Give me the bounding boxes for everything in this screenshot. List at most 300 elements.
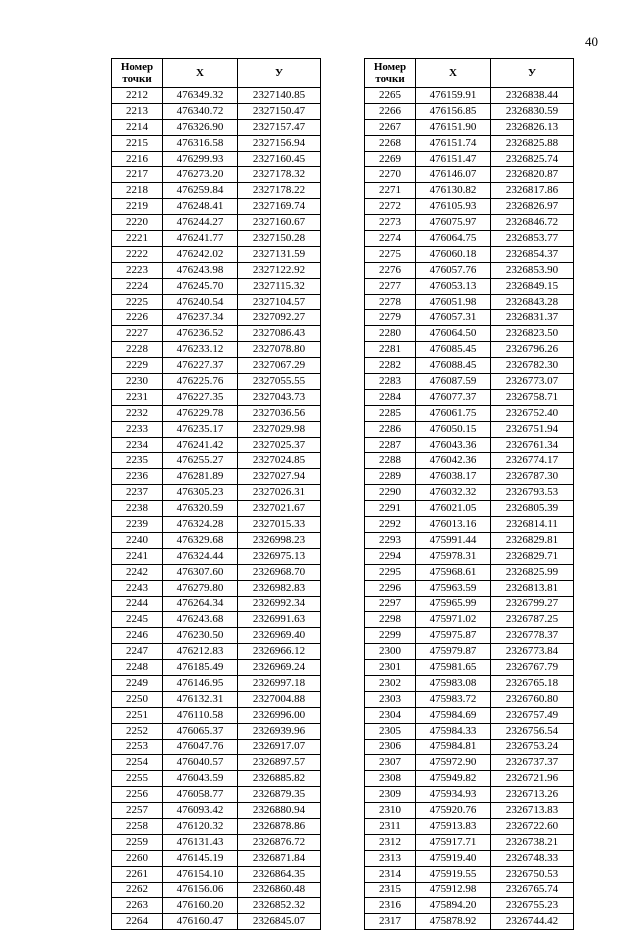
point-number-cell: 2248: [112, 660, 163, 676]
x-coordinate-cell: 476243.68: [163, 612, 238, 628]
x-coordinate-cell: 475984.69: [416, 707, 491, 723]
table-row: [365, 437, 574, 453]
point-number-cell: 2294: [365, 548, 416, 564]
table-row: [365, 167, 574, 183]
y-coordinate-cell: 2326829.71: [491, 548, 574, 564]
point-number-cell: 2277: [365, 278, 416, 294]
y-coordinate-cell: 2327092.27: [238, 310, 321, 326]
y-coordinate-cell: 2326885.82: [238, 771, 321, 787]
point-number-cell: 2215: [112, 135, 163, 151]
table-row: [112, 183, 321, 199]
x-coordinate-cell: 476042.36: [416, 453, 491, 469]
x-coordinate-cell: 476050.15: [416, 421, 491, 437]
y-coordinate-cell: 2326825.99: [491, 564, 574, 580]
table-row: [365, 628, 574, 644]
point-number-cell: 2270: [365, 167, 416, 183]
y-coordinate-cell: 2326773.07: [491, 374, 574, 390]
x-coordinate-cell: 476038.17: [416, 469, 491, 485]
table-row: [112, 167, 321, 183]
x-coordinate-cell: 476324.44: [163, 548, 238, 564]
point-number-cell: 2272: [365, 199, 416, 215]
x-coordinate-cell: 476151.74: [416, 135, 491, 151]
table-row: [112, 119, 321, 135]
x-coordinate-cell: 476259.84: [163, 183, 238, 199]
point-number-cell: 2226: [112, 310, 163, 326]
table-row: [112, 548, 321, 564]
table-row: [365, 739, 574, 755]
y-coordinate-cell: 2326751.94: [491, 421, 574, 437]
y-coordinate-cell: 2326825.74: [491, 151, 574, 167]
table-row: [365, 564, 574, 580]
x-coordinate-cell: 476057.31: [416, 310, 491, 326]
point-number-cell: 2308: [365, 771, 416, 787]
y-coordinate-cell: 2327027.94: [238, 469, 321, 485]
x-coordinate-cell: 476307.60: [163, 564, 238, 580]
table-row: [112, 532, 321, 548]
table-row: [365, 389, 574, 405]
y-coordinate-cell: 2326753.24: [491, 739, 574, 755]
table-row: [112, 262, 321, 278]
x-coordinate-cell: 476013.16: [416, 517, 491, 533]
x-coordinate-cell: 476233.12: [163, 342, 238, 358]
x-coordinate-cell: 476043.36: [416, 437, 491, 453]
x-coordinate-cell: 475991.44: [416, 532, 491, 548]
x-coordinate-cell: 475913.83: [416, 818, 491, 834]
x-coordinate-cell: 476057.76: [416, 262, 491, 278]
table-row: [112, 231, 321, 247]
table-row: [365, 278, 574, 294]
y-coordinate-cell: 2327026.31: [238, 485, 321, 501]
x-coordinate-cell: 476058.77: [163, 787, 238, 803]
point-number-cell: 2265: [365, 88, 416, 104]
y-coordinate-cell: 2326825.88: [491, 135, 574, 151]
point-number-cell: 2289: [365, 469, 416, 485]
x-coordinate-cell: 475963.59: [416, 580, 491, 596]
table-row: [112, 787, 321, 803]
point-number-cell: 2230: [112, 374, 163, 390]
x-coordinate-cell: 476320.59: [163, 501, 238, 517]
y-coordinate-cell: 2326997.18: [238, 675, 321, 691]
x-coordinate-cell: 476160.47: [163, 914, 238, 930]
y-coordinate-cell: 2326826.97: [491, 199, 574, 215]
point-number-cell: 2238: [112, 501, 163, 517]
table-row: [112, 310, 321, 326]
y-coordinate-cell: 2326982.83: [238, 580, 321, 596]
point-number-cell: 2297: [365, 596, 416, 612]
y-coordinate-cell: 2326774.17: [491, 453, 574, 469]
y-coordinate-cell: 2326778.37: [491, 628, 574, 644]
x-coordinate-cell: 476146.95: [163, 675, 238, 691]
y-coordinate-cell: 2327169.74: [238, 199, 321, 215]
x-coordinate-cell: 476053.13: [416, 278, 491, 294]
x-coordinate-cell: 476156.85: [416, 103, 491, 119]
y-coordinate-cell: 2326975.13: [238, 548, 321, 564]
y-coordinate-cell: 2326813.81: [491, 580, 574, 596]
point-number-cell: 2301: [365, 660, 416, 676]
point-number-cell: 2280: [365, 326, 416, 342]
x-coordinate-cell: 476087.59: [416, 374, 491, 390]
point-number-cell: 2231: [112, 389, 163, 405]
x-coordinate-cell: 476329.68: [163, 532, 238, 548]
point-number-cell: 2276: [365, 262, 416, 278]
point-number-cell: 2250: [112, 691, 163, 707]
point-number-cell: 2213: [112, 103, 163, 119]
x-coordinate-cell: 476324.28: [163, 517, 238, 533]
y-coordinate-cell: 2326787.30: [491, 469, 574, 485]
header-point-number: Номер точки: [112, 59, 163, 88]
x-coordinate-cell: 475981.65: [416, 660, 491, 676]
table-row: [112, 771, 321, 787]
x-coordinate-cell: 476151.90: [416, 119, 491, 135]
y-coordinate-cell: 2326752.40: [491, 405, 574, 421]
point-number-cell: 2262: [112, 882, 163, 898]
point-number-cell: 2244: [112, 596, 163, 612]
point-number-cell: 2235: [112, 453, 163, 469]
table-row: [365, 326, 574, 342]
y-coordinate-cell: 2327021.67: [238, 501, 321, 517]
x-coordinate-cell: 476225.76: [163, 374, 238, 390]
table-row: [112, 691, 321, 707]
x-coordinate-cell: 475983.08: [416, 675, 491, 691]
y-coordinate-cell: 2326796.26: [491, 342, 574, 358]
y-coordinate-cell: 2326853.77: [491, 231, 574, 247]
table-row: [112, 469, 321, 485]
table-row: [365, 882, 574, 898]
x-coordinate-cell: 476040.57: [163, 755, 238, 771]
x-coordinate-cell: 476316.58: [163, 135, 238, 151]
x-coordinate-cell: 475968.61: [416, 564, 491, 580]
point-number-cell: 2307: [365, 755, 416, 771]
x-coordinate-cell: 476156.06: [163, 882, 238, 898]
y-coordinate-cell: 2326992.34: [238, 596, 321, 612]
y-coordinate-cell: 2327131.59: [238, 246, 321, 262]
table-row: [365, 421, 574, 437]
table-row: [365, 310, 574, 326]
point-number-cell: 2278: [365, 294, 416, 310]
x-coordinate-cell: 476131.43: [163, 834, 238, 850]
table-row: [112, 628, 321, 644]
y-coordinate-cell: 2326761.34: [491, 437, 574, 453]
x-coordinate-cell: 476235.17: [163, 421, 238, 437]
point-number-cell: 2224: [112, 278, 163, 294]
table-row: [112, 501, 321, 517]
table-row: [365, 262, 574, 278]
y-coordinate-cell: 2327078.80: [238, 342, 321, 358]
x-coordinate-cell: 475972.90: [416, 755, 491, 771]
point-number-cell: 2271: [365, 183, 416, 199]
y-coordinate-cell: 2326756.54: [491, 723, 574, 739]
x-coordinate-cell: 476047.76: [163, 739, 238, 755]
x-coordinate-cell: 476110.58: [163, 707, 238, 723]
point-number-cell: 2221: [112, 231, 163, 247]
y-coordinate-cell: 2326805.39: [491, 501, 574, 517]
table-row: [112, 389, 321, 405]
y-coordinate-cell: 2327160.67: [238, 215, 321, 231]
y-coordinate-cell: 2326998.23: [238, 532, 321, 548]
point-number-cell: 2227: [112, 326, 163, 342]
point-number-cell: 2257: [112, 803, 163, 819]
point-number-cell: 2310: [365, 803, 416, 819]
y-coordinate-cell: 2326831.37: [491, 310, 574, 326]
y-coordinate-cell: 2326826.13: [491, 119, 574, 135]
point-number-cell: 2284: [365, 389, 416, 405]
point-number-cell: 2281: [365, 342, 416, 358]
y-coordinate-cell: 2327029.98: [238, 421, 321, 437]
table-row: [365, 803, 574, 819]
y-coordinate-cell: 2326787.25: [491, 612, 574, 628]
point-number-cell: 2261: [112, 866, 163, 882]
table-row: [112, 596, 321, 612]
y-coordinate-cell: 2326721.96: [491, 771, 574, 787]
table-row: [112, 564, 321, 580]
point-number-cell: 2218: [112, 183, 163, 199]
y-coordinate-cell: 2327178.32: [238, 167, 321, 183]
x-coordinate-cell: 476273.20: [163, 167, 238, 183]
y-coordinate-cell: 2326773.84: [491, 644, 574, 660]
point-number-cell: 2225: [112, 294, 163, 310]
x-coordinate-cell: 476326.90: [163, 119, 238, 135]
table-row: [365, 469, 574, 485]
table-row: [365, 151, 574, 167]
point-number-cell: 2316: [365, 898, 416, 914]
table-header-row: [365, 59, 574, 88]
y-coordinate-cell: 2326846.72: [491, 215, 574, 231]
point-number-cell: 2299: [365, 628, 416, 644]
table-row: [365, 898, 574, 914]
y-coordinate-cell: 2326853.90: [491, 262, 574, 278]
point-number-cell: 2228: [112, 342, 163, 358]
point-number-cell: 2237: [112, 485, 163, 501]
x-coordinate-cell: 476120.32: [163, 818, 238, 834]
table-row: [365, 119, 574, 135]
table-row: [365, 755, 574, 771]
point-number-cell: 2273: [365, 215, 416, 231]
x-coordinate-cell: 476279.80: [163, 580, 238, 596]
header-y: У: [491, 59, 574, 88]
x-coordinate-cell: 475894.20: [416, 898, 491, 914]
table-row: [365, 771, 574, 787]
point-number-cell: 2274: [365, 231, 416, 247]
point-number-cell: 2286: [365, 421, 416, 437]
y-coordinate-cell: 2326744.42: [491, 914, 574, 930]
point-number-cell: 2293: [365, 532, 416, 548]
x-coordinate-cell: 475917.71: [416, 834, 491, 850]
x-coordinate-cell: 475983.72: [416, 691, 491, 707]
header-x: Х: [163, 59, 238, 88]
table-row: [365, 231, 574, 247]
table-row: [112, 358, 321, 374]
table-row: [365, 612, 574, 628]
x-coordinate-cell: 476299.93: [163, 151, 238, 167]
table-body-right: [365, 88, 574, 930]
x-coordinate-cell: 475912.98: [416, 882, 491, 898]
x-coordinate-cell: 475919.55: [416, 866, 491, 882]
y-coordinate-cell: 2326760.80: [491, 691, 574, 707]
point-number-cell: 2283: [365, 374, 416, 390]
x-coordinate-cell: 476245.70: [163, 278, 238, 294]
point-number-cell: 2216: [112, 151, 163, 167]
table-row: [112, 707, 321, 723]
table-row: [365, 183, 574, 199]
y-coordinate-cell: 2326755.23: [491, 898, 574, 914]
point-number-cell: 2256: [112, 787, 163, 803]
table-row: [112, 278, 321, 294]
point-number-cell: 2302: [365, 675, 416, 691]
y-coordinate-cell: 2326852.32: [238, 898, 321, 914]
y-coordinate-cell: 2327086.43: [238, 326, 321, 342]
y-coordinate-cell: 2327025.37: [238, 437, 321, 453]
x-coordinate-cell: 476146.07: [416, 167, 491, 183]
x-coordinate-cell: 475971.02: [416, 612, 491, 628]
y-coordinate-cell: 2327140.85: [238, 88, 321, 104]
x-coordinate-cell: 476077.37: [416, 389, 491, 405]
table-row: [365, 246, 574, 262]
point-number-cell: 2312: [365, 834, 416, 850]
table-row: [365, 517, 574, 533]
table-row: [365, 358, 574, 374]
y-coordinate-cell: 2327150.28: [238, 231, 321, 247]
y-coordinate-cell: 2326823.50: [491, 326, 574, 342]
y-coordinate-cell: 2326722.60: [491, 818, 574, 834]
table-row: [112, 453, 321, 469]
y-coordinate-cell: 2326864.35: [238, 866, 321, 882]
table-row: [112, 421, 321, 437]
point-number-cell: 2311: [365, 818, 416, 834]
y-coordinate-cell: 2326817.86: [491, 183, 574, 199]
point-number-cell: 2233: [112, 421, 163, 437]
table-row: [365, 707, 574, 723]
y-coordinate-cell: 2326843.28: [491, 294, 574, 310]
y-coordinate-cell: 2326758.71: [491, 389, 574, 405]
y-coordinate-cell: 2326878.86: [238, 818, 321, 834]
x-coordinate-cell: 476105.93: [416, 199, 491, 215]
y-coordinate-cell: 2326879.35: [238, 787, 321, 803]
table-row: [365, 660, 574, 676]
point-number-cell: 2288: [365, 453, 416, 469]
x-coordinate-cell: 476230.50: [163, 628, 238, 644]
page-number: 40: [585, 34, 598, 49]
y-coordinate-cell: 2326996.00: [238, 707, 321, 723]
point-number-cell: 2317: [365, 914, 416, 930]
y-coordinate-cell: 2326917.07: [238, 739, 321, 755]
x-coordinate-cell: 476185.49: [163, 660, 238, 676]
table-row: [112, 803, 321, 819]
table-row: [365, 199, 574, 215]
x-coordinate-cell: 476212.83: [163, 644, 238, 660]
x-coordinate-cell: 476060.18: [416, 246, 491, 262]
y-coordinate-cell: 2326793.53: [491, 485, 574, 501]
point-number-cell: 2214: [112, 119, 163, 135]
table-row: [365, 866, 574, 882]
table-row: [112, 151, 321, 167]
x-coordinate-cell: 475984.81: [416, 739, 491, 755]
point-number-cell: 2287: [365, 437, 416, 453]
point-number-cell: 2249: [112, 675, 163, 691]
table-row: [365, 405, 574, 421]
y-coordinate-cell: 2326880.94: [238, 803, 321, 819]
x-coordinate-cell: 476064.75: [416, 231, 491, 247]
table-row: [112, 246, 321, 262]
point-number-cell: 2254: [112, 755, 163, 771]
table-row: [112, 326, 321, 342]
table-row: [112, 135, 321, 151]
header-point-number: Номер точки: [365, 59, 416, 88]
x-coordinate-cell: 476229.78: [163, 405, 238, 421]
y-coordinate-cell: 2327015.33: [238, 517, 321, 533]
y-coordinate-cell: 2326765.74: [491, 882, 574, 898]
y-coordinate-cell: 2326969.24: [238, 660, 321, 676]
y-coordinate-cell: 2326748.33: [491, 850, 574, 866]
point-number-cell: 2313: [365, 850, 416, 866]
point-number-cell: 2212: [112, 88, 163, 104]
table-row: [365, 532, 574, 548]
table-row: [112, 675, 321, 691]
x-coordinate-cell: 475919.40: [416, 850, 491, 866]
y-coordinate-cell: 2326829.81: [491, 532, 574, 548]
x-coordinate-cell: 475978.31: [416, 548, 491, 564]
point-number-cell: 2239: [112, 517, 163, 533]
point-number-cell: 2219: [112, 199, 163, 215]
table-row: [365, 548, 574, 564]
table-row: [365, 644, 574, 660]
point-number-cell: 2253: [112, 739, 163, 755]
x-coordinate-cell: 476043.59: [163, 771, 238, 787]
y-coordinate-cell: 2327156.94: [238, 135, 321, 151]
table-row: [112, 103, 321, 119]
table-row: [365, 580, 574, 596]
table-row: [112, 818, 321, 834]
point-number-cell: 2264: [112, 914, 163, 930]
y-coordinate-cell: 2326820.87: [491, 167, 574, 183]
point-number-cell: 2236: [112, 469, 163, 485]
table-row: [365, 818, 574, 834]
y-coordinate-cell: 2327067.29: [238, 358, 321, 374]
point-number-cell: 2298: [365, 612, 416, 628]
table-body-left: [112, 88, 321, 930]
table-header-row: [112, 59, 321, 88]
point-number-cell: 2296: [365, 580, 416, 596]
point-number-cell: 2240: [112, 532, 163, 548]
table-row: [112, 882, 321, 898]
x-coordinate-cell: 475965.99: [416, 596, 491, 612]
point-number-cell: 2291: [365, 501, 416, 517]
point-number-cell: 2282: [365, 358, 416, 374]
y-coordinate-cell: 2326814.11: [491, 517, 574, 533]
table-row: [365, 88, 574, 104]
header-y: У: [238, 59, 321, 88]
x-coordinate-cell: 476151.47: [416, 151, 491, 167]
point-number-cell: 2246: [112, 628, 163, 644]
table-row: [112, 580, 321, 596]
table-row: [112, 517, 321, 533]
x-coordinate-cell: 475984.33: [416, 723, 491, 739]
point-number-cell: 2268: [365, 135, 416, 151]
point-number-cell: 2269: [365, 151, 416, 167]
x-coordinate-cell: 476145.19: [163, 850, 238, 866]
table-row: [112, 342, 321, 358]
table-row: [112, 850, 321, 866]
coordinates-table-right: [364, 58, 574, 930]
coordinates-table-left: [111, 58, 321, 930]
x-coordinate-cell: 475878.92: [416, 914, 491, 930]
point-number-cell: 2229: [112, 358, 163, 374]
x-coordinate-cell: 476349.32: [163, 88, 238, 104]
y-coordinate-cell: 2327115.32: [238, 278, 321, 294]
y-coordinate-cell: 2326876.72: [238, 834, 321, 850]
y-coordinate-cell: 2327104.57: [238, 294, 321, 310]
x-coordinate-cell: 476021.05: [416, 501, 491, 517]
y-coordinate-cell: 2326897.57: [238, 755, 321, 771]
